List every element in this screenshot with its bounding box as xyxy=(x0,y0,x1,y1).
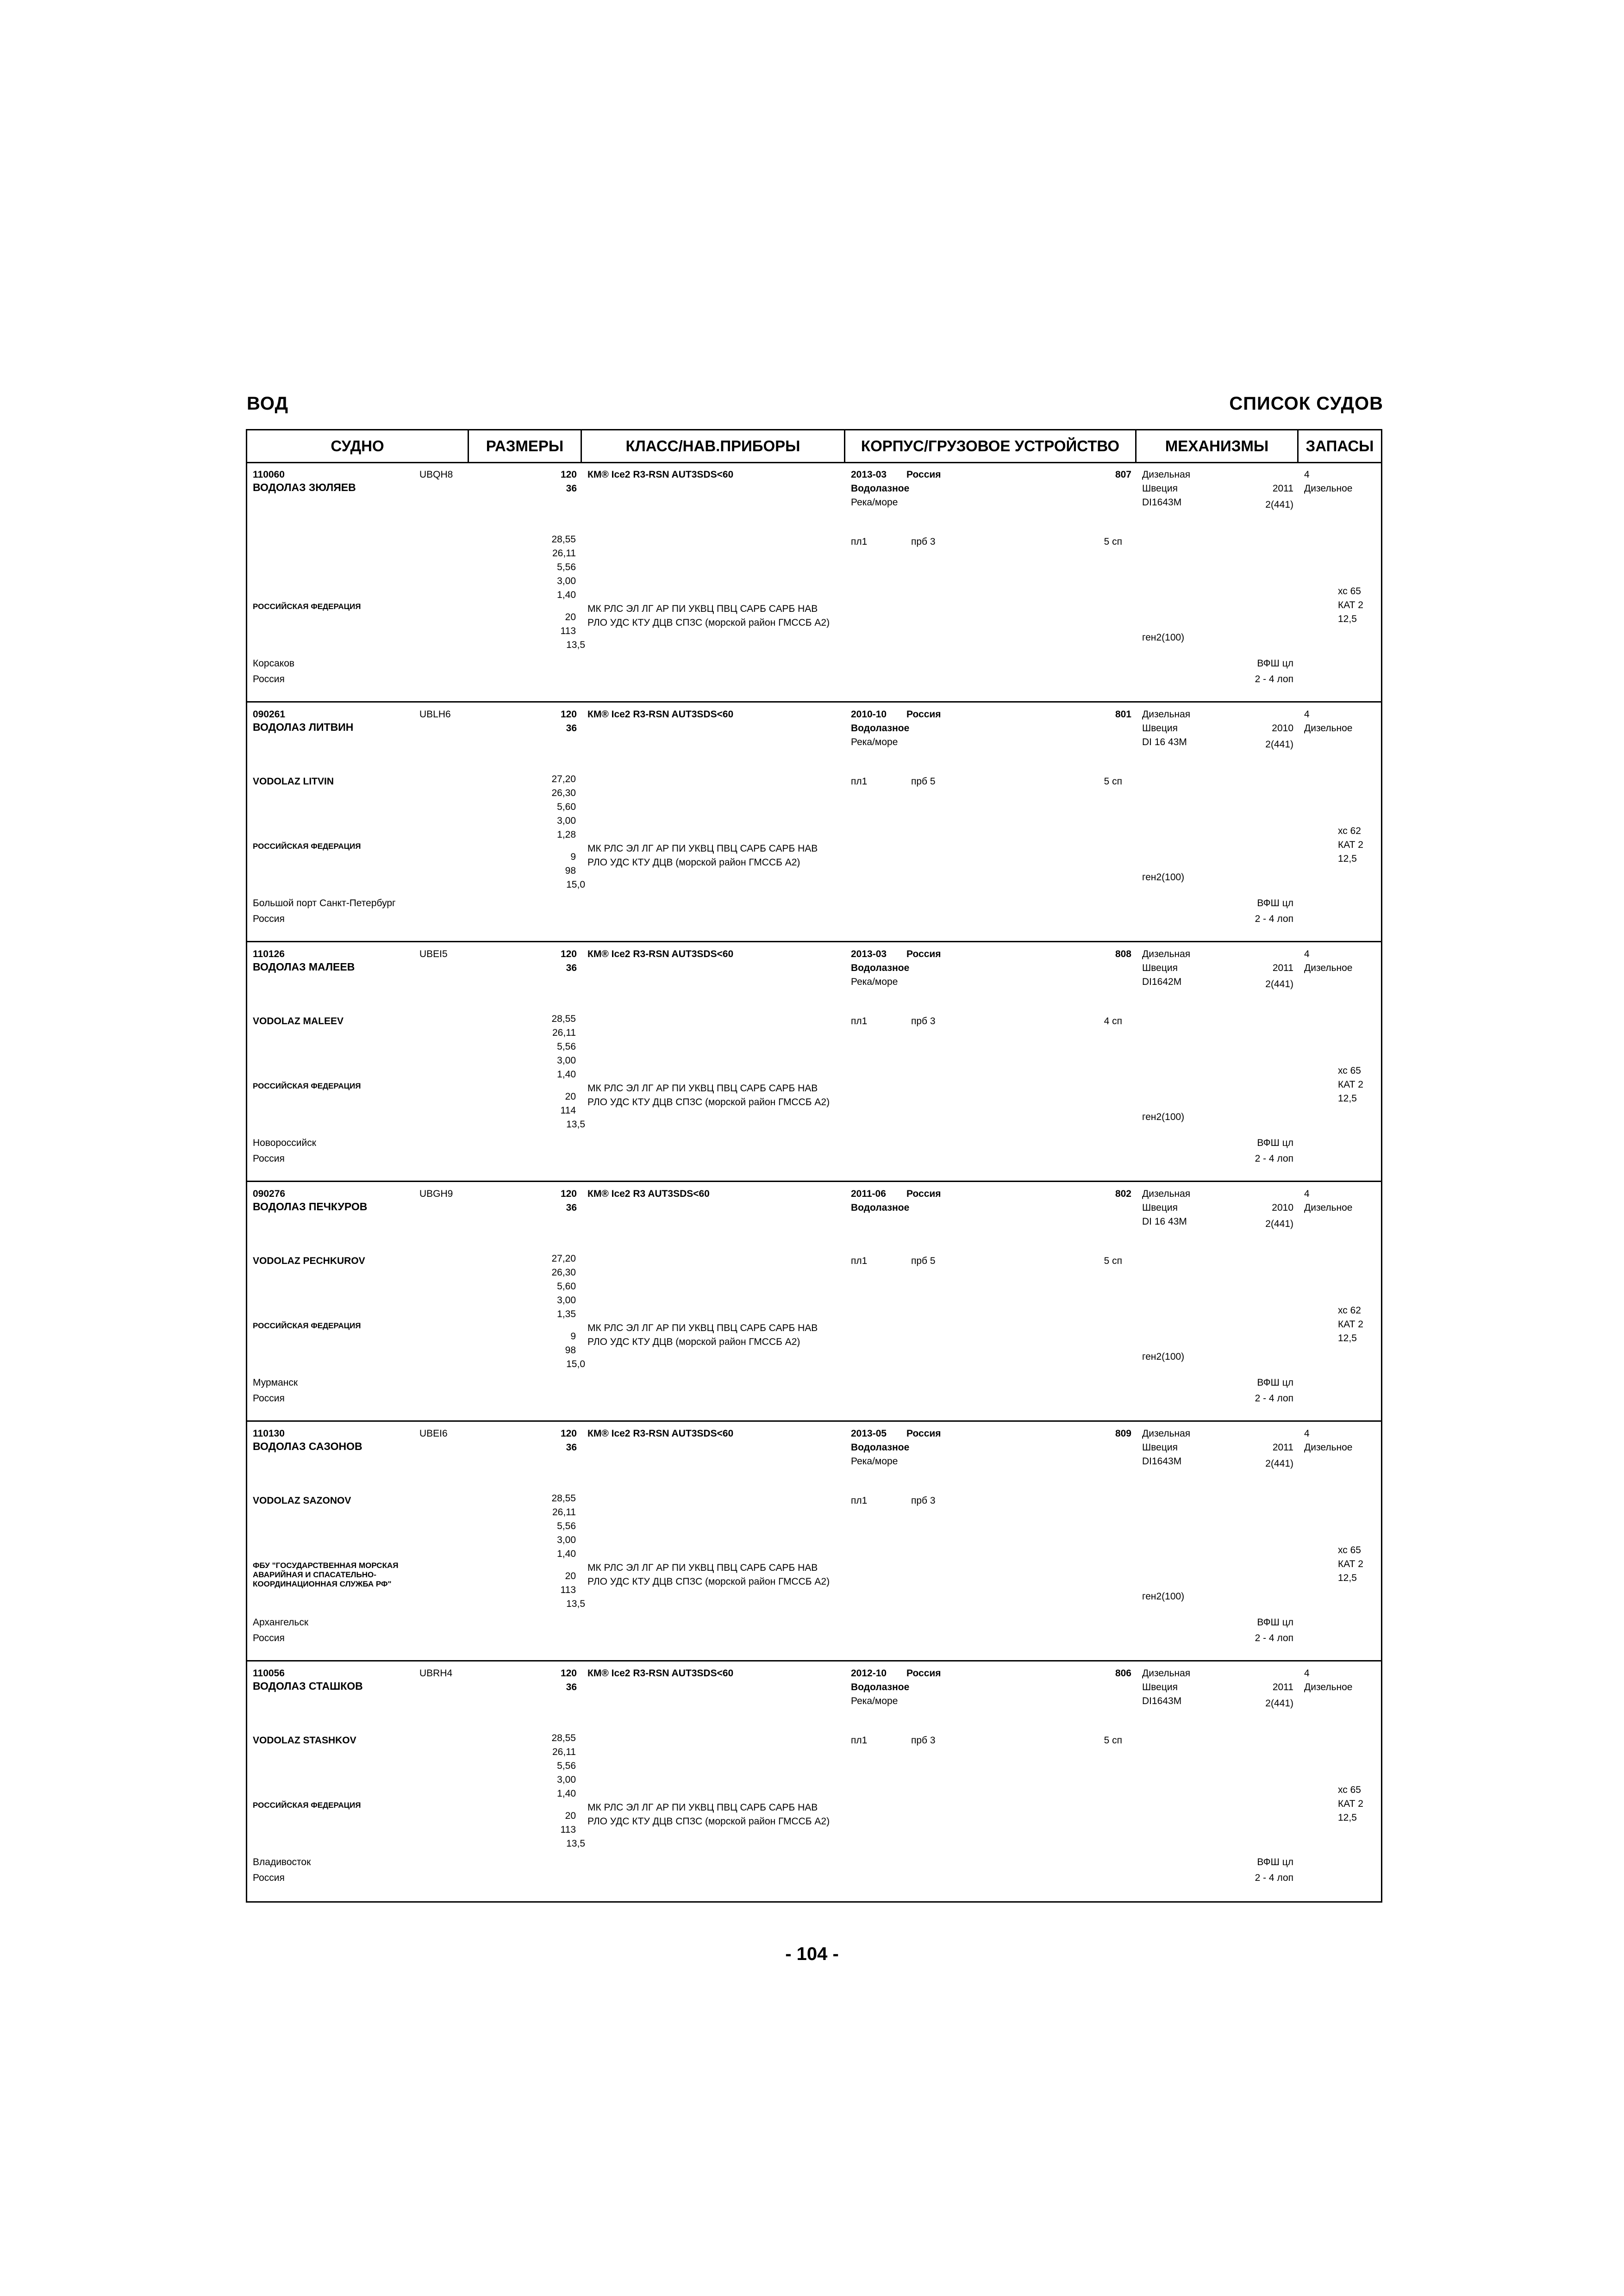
hull-type: Водолазное xyxy=(851,1202,910,1213)
hull-bulkheads: прб 3 xyxy=(911,1016,936,1027)
class-notation: КМ® Ice2 R3-RSN AUT3SDS<60 xyxy=(587,949,734,959)
mech-power: 2(441) xyxy=(1265,1698,1293,1709)
mech-type: Дизельная xyxy=(1142,1188,1191,1199)
ship-latin-name: VODOLAZ STASHKOV xyxy=(253,1735,356,1746)
dim-speed: 15,0 xyxy=(566,879,585,890)
dim-depth: 3,00 xyxy=(557,1295,576,1306)
hull-number: 807 xyxy=(1115,469,1131,480)
hull-type: Водолазное xyxy=(851,723,910,734)
dim-top-2: 36 xyxy=(566,483,577,494)
ship-callsign: UBQH8 xyxy=(419,469,453,480)
ship-callsign: UBEI5 xyxy=(419,949,448,959)
stock-category: КАТ 2 xyxy=(1338,600,1363,610)
dim-draught: 1,40 xyxy=(557,1788,576,1799)
ship-id: 110126 xyxy=(253,949,285,959)
ship-id: 110060 xyxy=(253,469,285,480)
hull-decks: пл1 xyxy=(851,1256,868,1266)
dim-length-overall: 27,20 xyxy=(551,774,576,784)
ship-country: Россия xyxy=(253,1633,285,1643)
hull-bulkheads: прб 3 xyxy=(911,1495,936,1506)
stock-fuel: Дизельное xyxy=(1304,1442,1353,1453)
dim-length: 26,11 xyxy=(552,1507,576,1518)
stock-speed: 12,5 xyxy=(1338,614,1357,624)
stock-category: КАТ 2 xyxy=(1338,1559,1363,1569)
mech-propeller: ВФШ цл xyxy=(1257,1377,1293,1388)
dim-breadth: 5,56 xyxy=(557,1761,576,1771)
hull-type: Водолазное xyxy=(851,963,910,973)
ship-latin-name: VODOLAZ MALEEV xyxy=(253,1016,344,1027)
hull-date: 2013-05 xyxy=(851,1428,887,1439)
nav-equipment: МК РЛС ЭЛ ЛГ АР ПИ УКВЦ ПВЦ САРБ САРБ НАВ РЛО УДС КТУ ДЦВ (морской район ГМССБ А2) xyxy=(587,1323,818,1347)
mech-propeller: ВФШ цл xyxy=(1257,658,1293,669)
col-header-hull: КОРПУС/ГРУЗОВОЕ УСТРОЙСТВО xyxy=(845,430,1137,463)
dim-top: 120 xyxy=(560,1428,577,1439)
nav-equipment: МК РЛС ЭЛ ЛГ АР ПИ УКВЦ ПВЦ САРБ САРБ НАВ РЛО УДС КТУ ДЦВ СПЗС (морской район ГМССБ А2) xyxy=(587,1083,830,1108)
stock-fuel: Дизельное xyxy=(1304,1202,1353,1213)
ship-owner: ФБУ "ГОСУДАРСТВЕННАЯ МОРСКАЯ АВАРИЙНАЯ И СПАСАТЕЛЬНО-КООРДИНАЦИОННАЯ СЛУЖБА РФ" xyxy=(253,1561,399,1588)
mech-model: DI 16 43M xyxy=(1142,737,1187,747)
mech-year: 2011 xyxy=(1272,1442,1293,1453)
ship-id: 090261 xyxy=(253,709,286,720)
col-header-stocks: ЗАПАСЫ xyxy=(1299,430,1381,463)
hull-date: 2013-03 xyxy=(851,469,887,480)
hull-bulkheads: прб 5 xyxy=(911,1256,936,1266)
col-header-class: КЛАСС/НАВ.ПРИБОРЫ xyxy=(582,430,845,463)
hull-country: Россия xyxy=(906,949,941,959)
mech-model: DI1643M xyxy=(1142,1456,1182,1467)
ship-latin-name: VODOLAZ LITVIN xyxy=(253,776,334,787)
dim-deadweight: 9 xyxy=(570,852,576,862)
ship-country: Россия xyxy=(253,1873,285,1883)
mech-country: Швеция xyxy=(1142,1202,1178,1213)
dim-deadweight: 20 xyxy=(565,1091,576,1102)
dim-speed: 13,5 xyxy=(566,1838,585,1849)
dim-length: 26,30 xyxy=(551,1267,576,1278)
ship-country: Россия xyxy=(253,914,285,924)
mech-power: 2(441) xyxy=(1265,499,1293,510)
mech-type: Дизельная xyxy=(1142,949,1191,959)
dim-breadth: 5,60 xyxy=(557,802,576,812)
dim-breadth: 5,60 xyxy=(557,1281,576,1292)
hull-number: 806 xyxy=(1115,1668,1131,1679)
dim-draught: 1,40 xyxy=(557,1069,576,1080)
mech-generators: ген2(100) xyxy=(1142,1591,1185,1602)
hull-date: 2011-06 xyxy=(851,1188,886,1199)
ship-record xyxy=(247,943,1381,1182)
dim-tonnage: 114 xyxy=(560,1105,576,1116)
nav-equipment: МК РЛС ЭЛ ЛГ АР ПИ УКВЦ ПВЦ САРБ САРБ НАВ РЛО УДС КТУ ДЦВ СПЗС (морской район ГМССБ А2) xyxy=(587,604,830,628)
mech-generators: ген2(100) xyxy=(1142,632,1185,643)
dim-tonnage: 113 xyxy=(560,1824,576,1835)
dim-depth: 3,00 xyxy=(557,815,576,826)
nav-equipment: МК РЛС ЭЛ ЛГ АР ПИ УКВЦ ПВЦ САРБ САРБ НАВ РЛО УДС КТУ ДЦВ СПЗС (морской район ГМССБ А2) xyxy=(587,1562,830,1587)
mech-year: 2010 xyxy=(1272,723,1293,734)
ship-callsign: UBGH9 xyxy=(419,1188,453,1199)
dim-top-2: 36 xyxy=(566,723,577,734)
mech-generators: ген2(100) xyxy=(1142,872,1185,883)
ship-record xyxy=(247,703,1381,942)
ship-port: Архангельск xyxy=(253,1617,309,1628)
stock-xc: хс 65 xyxy=(1338,586,1361,597)
mech-propeller: ВФШ цл xyxy=(1257,1857,1293,1867)
ship-name: ВОДОЛАЗ ЗЮЛЯЕВ xyxy=(253,481,356,493)
mech-blades: 2 - 4 лоп xyxy=(1255,914,1293,924)
dim-top-2: 36 xyxy=(566,1682,577,1692)
dim-speed: 13,5 xyxy=(566,640,585,650)
ship-port: Мурманск xyxy=(253,1377,298,1388)
hull-area: Река/море xyxy=(851,497,898,508)
mech-type: Дизельная xyxy=(1142,709,1191,720)
ship-country: Россия xyxy=(253,1153,285,1164)
mech-blades: 2 - 4 лоп xyxy=(1255,674,1293,684)
dim-depth: 3,00 xyxy=(557,1535,576,1545)
hull-country: Россия xyxy=(906,1188,941,1199)
ship-id: 110130 xyxy=(253,1428,285,1439)
ship-owner: РОССИЙСКАЯ ФЕДЕРАЦИЯ xyxy=(253,1321,361,1330)
ship-name: ВОДОЛАЗ САЗОНОВ xyxy=(253,1440,362,1452)
dim-length-overall: 28,55 xyxy=(551,534,576,545)
hull-area: Река/море xyxy=(851,737,898,747)
hull-date: 2012-10 xyxy=(851,1668,887,1679)
dim-top: 120 xyxy=(560,1188,577,1199)
dim-length-overall: 27,20 xyxy=(551,1253,576,1264)
ship-name: ВОДОЛАЗ ЛИТВИН xyxy=(253,721,354,733)
stock-category: КАТ 2 xyxy=(1338,840,1363,850)
hull-country: Россия xyxy=(906,709,941,720)
stock-xc: хс 62 xyxy=(1338,1305,1361,1316)
dim-deadweight: 9 xyxy=(570,1331,576,1342)
hull-date: 2010-10 xyxy=(851,709,887,720)
stock-count: 4 xyxy=(1304,709,1310,720)
hull-cargo: 5 сп xyxy=(1104,536,1122,547)
ship-owner: РОССИЙСКАЯ ФЕДЕРАЦИЯ xyxy=(253,602,361,611)
hull-number: 801 xyxy=(1115,709,1131,720)
hull-decks: пл1 xyxy=(851,776,868,787)
mech-model: DI1643M xyxy=(1142,1696,1182,1706)
ship-record xyxy=(247,463,1381,703)
stock-fuel: Дизельное xyxy=(1304,483,1353,494)
mech-power: 2(441) xyxy=(1265,739,1293,750)
ship-id: 110056 xyxy=(253,1668,285,1679)
mech-blades: 2 - 4 лоп xyxy=(1255,1393,1293,1404)
hull-bulkheads: прб 5 xyxy=(911,776,936,787)
hull-area: Река/море xyxy=(851,977,898,987)
dim-draught: 1,35 xyxy=(557,1309,576,1319)
ship-id: 090276 xyxy=(253,1188,286,1199)
hull-bulkheads: прб 3 xyxy=(911,536,936,547)
hull-country: Россия xyxy=(906,1668,941,1679)
mech-blades: 2 - 4 лоп xyxy=(1255,1153,1293,1164)
mech-generators: ген2(100) xyxy=(1142,1112,1185,1122)
hull-decks: пл1 xyxy=(851,536,868,547)
hull-country: Россия xyxy=(906,1428,941,1439)
mech-power: 2(441) xyxy=(1265,979,1293,989)
dim-length: 26,11 xyxy=(552,1747,576,1757)
stock-xc: хс 65 xyxy=(1338,1545,1361,1556)
dim-draught: 1,40 xyxy=(557,1549,576,1559)
mech-model: DI 16 43M xyxy=(1142,1216,1187,1227)
col-header-machinery: МЕХАНИЗМЫ xyxy=(1137,430,1299,463)
dim-speed: 15,0 xyxy=(566,1359,585,1369)
dim-length-overall: 28,55 xyxy=(551,1493,576,1504)
mech-country: Швеция xyxy=(1142,1682,1178,1692)
mech-country: Швеция xyxy=(1142,1442,1178,1453)
ship-owner: РОССИЙСКАЯ ФЕДЕРАЦИЯ xyxy=(253,1082,361,1090)
mech-power: 2(441) xyxy=(1265,1458,1293,1469)
ship-name: ВОДОЛАЗ ПЕЧКУРОВ xyxy=(253,1201,368,1213)
mech-propeller: ВФШ цл xyxy=(1257,1138,1293,1148)
hull-cargo: 5 сп xyxy=(1104,776,1122,787)
dim-top: 120 xyxy=(560,949,577,959)
hull-decks: пл1 xyxy=(851,1735,868,1746)
dim-depth: 3,00 xyxy=(557,1774,576,1785)
ship-callsign: UBRH4 xyxy=(419,1668,453,1679)
col-header-ship: СУДНО xyxy=(247,430,469,463)
dim-length-overall: 28,55 xyxy=(551,1733,576,1743)
hull-cargo: 5 сп xyxy=(1104,1256,1122,1266)
stock-count: 4 xyxy=(1304,1668,1310,1679)
ship-record xyxy=(247,1662,1381,1901)
dim-length: 26,11 xyxy=(552,548,576,559)
hull-type: Водолазное xyxy=(851,1442,910,1453)
hull-decks: пл1 xyxy=(851,1016,868,1027)
hull-type: Водолазное xyxy=(851,1682,910,1692)
hull-cargo: 4 сп xyxy=(1104,1016,1122,1027)
stock-speed: 12,5 xyxy=(1338,1573,1357,1583)
dim-breadth: 5,56 xyxy=(557,562,576,572)
dim-depth: 3,00 xyxy=(557,576,576,586)
hull-area: Река/море xyxy=(851,1696,898,1706)
nav-equipment: МК РЛС ЭЛ ЛГ АР ПИ УКВЦ ПВЦ САРБ САРБ НАВ РЛО УДС КТУ ДЦВ (морской район ГМССБ А2) xyxy=(587,843,818,868)
mech-generators: ген2(100) xyxy=(1142,1351,1185,1362)
ship-record xyxy=(247,1182,1381,1422)
dim-tonnage: 98 xyxy=(565,1345,576,1356)
mech-model: DI1642M xyxy=(1142,977,1182,987)
dim-tonnage: 113 xyxy=(560,1585,576,1595)
dim-top: 120 xyxy=(560,469,577,480)
dim-depth: 3,00 xyxy=(557,1055,576,1066)
mech-country: Швеция xyxy=(1142,963,1178,973)
hull-number: 809 xyxy=(1115,1428,1131,1439)
hull-number: 802 xyxy=(1115,1188,1131,1199)
stock-fuel: Дизельное xyxy=(1304,723,1353,734)
mech-year: 2011 xyxy=(1272,963,1293,973)
dim-top: 120 xyxy=(560,709,577,720)
page-heading: СПИСОК СУДОВ xyxy=(1229,393,1383,414)
ship-callsign: UBEI6 xyxy=(419,1428,448,1439)
hull-bulkheads: прб 3 xyxy=(911,1735,936,1746)
dim-speed: 13,5 xyxy=(566,1599,585,1609)
dim-tonnage: 98 xyxy=(565,865,576,876)
dim-top: 120 xyxy=(560,1668,577,1679)
stock-xc: хс 65 xyxy=(1338,1065,1361,1076)
ship-port: Корсаков xyxy=(253,658,295,669)
class-notation: КМ® Ice2 R3-RSN AUT3SDS<60 xyxy=(587,1428,734,1439)
class-notation: КМ® Ice2 R3-RSN AUT3SDS<60 xyxy=(587,709,734,720)
stock-speed: 12,5 xyxy=(1338,1812,1357,1823)
ship-latin-name: VODOLAZ SAZONOV xyxy=(253,1495,351,1506)
ship-record xyxy=(247,1422,1381,1661)
stock-count: 4 xyxy=(1304,1188,1310,1199)
ship-callsign: UBLH6 xyxy=(419,709,451,720)
stock-count: 4 xyxy=(1304,1428,1310,1439)
dim-draught: 1,28 xyxy=(557,829,576,840)
stock-speed: 12,5 xyxy=(1338,1093,1357,1104)
ship-owner: РОССИЙСКАЯ ФЕДЕРАЦИЯ xyxy=(253,842,361,851)
dim-deadweight: 20 xyxy=(565,1811,576,1821)
mech-country: Швеция xyxy=(1142,483,1178,494)
dim-top-2: 36 xyxy=(566,963,577,973)
stock-category: КАТ 2 xyxy=(1338,1798,1363,1809)
hull-number: 808 xyxy=(1115,949,1131,959)
ship-name: ВОДОЛАЗ СТАШКОВ xyxy=(253,1680,363,1692)
nav-equipment: МК РЛС ЭЛ ЛГ АР ПИ УКВЦ ПВЦ САРБ САРБ НАВ РЛО УДС КТУ ДЦВ СПЗС (морской район ГМССБ А2) xyxy=(587,1802,830,1827)
mech-country: Швеция xyxy=(1142,723,1178,734)
hull-date: 2013-03 xyxy=(851,949,887,959)
dim-draught: 1,40 xyxy=(557,590,576,600)
ship-port: Новороссийск xyxy=(253,1138,316,1148)
stock-xc: хс 62 xyxy=(1338,826,1361,836)
dim-deadweight: 20 xyxy=(565,612,576,622)
stock-count: 4 xyxy=(1304,469,1310,480)
mech-propeller: ВФШ цл xyxy=(1257,1617,1293,1628)
ship-latin-name: VODOLAZ PECHKUROV xyxy=(253,1256,365,1266)
ships-table xyxy=(246,429,1382,1903)
dim-deadweight: 20 xyxy=(565,1571,576,1581)
dim-breadth: 5,56 xyxy=(557,1521,576,1531)
dim-speed: 13,5 xyxy=(566,1119,585,1130)
mech-year: 2011 xyxy=(1272,483,1293,494)
stock-speed: 12,5 xyxy=(1338,853,1357,864)
dim-top-2: 36 xyxy=(566,1202,577,1213)
ship-owner: РОССИЙСКАЯ ФЕДЕРАЦИЯ xyxy=(253,1801,361,1810)
mech-blades: 2 - 4 лоп xyxy=(1255,1633,1293,1643)
hull-area: Река/море xyxy=(851,1456,898,1467)
mech-power: 2(441) xyxy=(1265,1219,1293,1229)
mech-model: DI1643M xyxy=(1142,497,1182,508)
stock-fuel: Дизельное xyxy=(1304,1682,1353,1692)
mech-type: Дизельная xyxy=(1142,1428,1191,1439)
page-number: - 104 - xyxy=(785,1944,839,1964)
hull-country: Россия xyxy=(906,469,941,480)
stock-speed: 12,5 xyxy=(1338,1333,1357,1344)
hull-cargo: 5 сп xyxy=(1104,1735,1122,1746)
mech-year: 2011 xyxy=(1272,1682,1293,1692)
col-header-dimensions: РАЗМЕРЫ xyxy=(469,430,582,463)
mech-blades: 2 - 4 лоп xyxy=(1255,1873,1293,1883)
dim-length-overall: 28,55 xyxy=(551,1014,576,1024)
dim-tonnage: 113 xyxy=(560,626,576,636)
ship-country: Россия xyxy=(253,674,285,684)
stock-category: КАТ 2 xyxy=(1338,1079,1363,1090)
stock-category: КАТ 2 xyxy=(1338,1319,1363,1330)
mech-propeller: ВФШ цл xyxy=(1257,898,1293,908)
ship-port: Владивосток xyxy=(253,1857,311,1867)
ship-country: Россия xyxy=(253,1393,285,1404)
stock-count: 4 xyxy=(1304,949,1310,959)
stock-fuel: Дизельное xyxy=(1304,963,1353,973)
class-notation: КМ® Ice2 R3 AUT3SDS<60 xyxy=(587,1188,710,1199)
mech-year: 2010 xyxy=(1272,1202,1293,1213)
ship-name: ВОДОЛАЗ МАЛЕЕВ xyxy=(253,961,355,973)
dim-top-2: 36 xyxy=(566,1442,577,1453)
ship-port: Большой порт Санкт-Петербург xyxy=(253,898,396,908)
mech-type: Дизельная xyxy=(1142,469,1191,480)
hull-type: Водолазное xyxy=(851,483,910,494)
mech-type: Дизельная xyxy=(1142,1668,1191,1679)
class-notation: КМ® Ice2 R3-RSN AUT3SDS<60 xyxy=(587,469,734,480)
dim-length: 26,30 xyxy=(551,788,576,798)
dim-length: 26,11 xyxy=(552,1027,576,1038)
hull-decks: пл1 xyxy=(851,1495,868,1506)
stock-xc: хс 65 xyxy=(1338,1785,1361,1795)
class-notation: КМ® Ice2 R3-RSN AUT3SDS<60 xyxy=(587,1668,734,1679)
section-code: ВОД xyxy=(247,393,288,414)
dim-breadth: 5,56 xyxy=(557,1041,576,1052)
